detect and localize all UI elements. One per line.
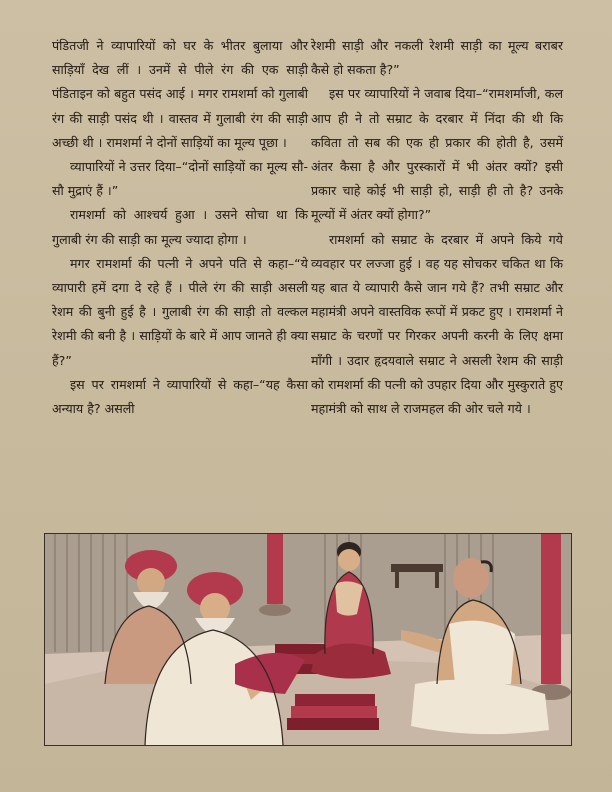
text-column-left <box>52 34 308 421</box>
story-illustration <box>44 533 572 746</box>
paragraph: इस पर रामशर्मा ने व्यापारियों से कहा–“यह कैसा अन्याय है? असली <box>52 376 308 417</box>
paragraph: मगर रामशर्मा की पत्नी ने अपने पति से कहा–“ये व्यापारी हमें दगा दे रहे हैं । पीले रंग की साड़ी असली रेशम की बुनी हुई है । गुलाबी रंग की साड़ी तो वल्कल रेशमी की बनी है । साड़ियों के बारे में आप जानते ही क्या हैं?” <box>52 255 308 368</box>
paragraph: इस पर व्यापारियों ने जवाब दिया–“रामशर्माजी, कल आप ही ने तो सम्राट के दरबार में निंदा की थी कि कविता तो सब की एक ही प्रकार की होती है, उसमें अंतर कैसा है और पुरस्कारों में भी अंतर क्यों? इसी प्रकार चाहे कोई भी साड़ी हो, साड़ी ही तो है? उनके मूल्यों में अंतर क्यों होगा?” <box>311 86 563 223</box>
pillar <box>541 534 561 684</box>
paragraph: व्यापारियों ने उत्तर दिया–“दोनों साड़ियों का मूल्य सौ-सौ मुद्राएं हैं ।” <box>52 159 308 199</box>
pillar <box>267 534 283 604</box>
paragraph: रेशमी साड़ी और नकली रेशमी साड़ी का मूल्य बराबर कैसे हो सकता है?” <box>311 38 563 78</box>
low-table <box>391 564 443 572</box>
paragraph: पंडितजी ने व्यापारियों को घर के भीतर बुलाया और साड़ियाँ देख लीं । उनमें से पीले रंग की एक साड़ी पंडिताइन को बहुत पसंद आई । मगर रामशर्मा को गुलाबी रंग की साड़ी पसंद थी । वास्तव में गुलाबी रंग की साड़ी अच्छी थी । रामशर्मा ने दोनों साड़ियों का मूल्य पूछा । <box>52 38 308 150</box>
paragraph: रामशर्मा को आश्चर्य हुआ । उसने सोचा था कि गुलाबी रंग की साड़ी का मूल्य ज्यादा होगा । <box>52 207 308 247</box>
paragraph: रामशर्मा को सम्राट के दरबार में अपने किये गये व्यवहार पर लज्जा हुई । वह यह सोचकर चकित था कि यह बात ये व्यापारी कैसे जान गये हैं? तभी सम्राट और महामंत्री अपने वास्तविक रूपों में प्रकट हुए । रामशर्मा ने सम्राट के चरणों पर गिरकर अपनी करनी के लिए क्षमा माँगी । उदार हृदयवाले सम्राट ने असली रेशम की साड़ी को रामशर्मा की पत्नी को उपहार दिया और मुस्कुराते हुए महामंत्री को साथ ले राजमहल की ओर चले गये । <box>311 231 563 417</box>
text-column-right <box>311 34 563 421</box>
